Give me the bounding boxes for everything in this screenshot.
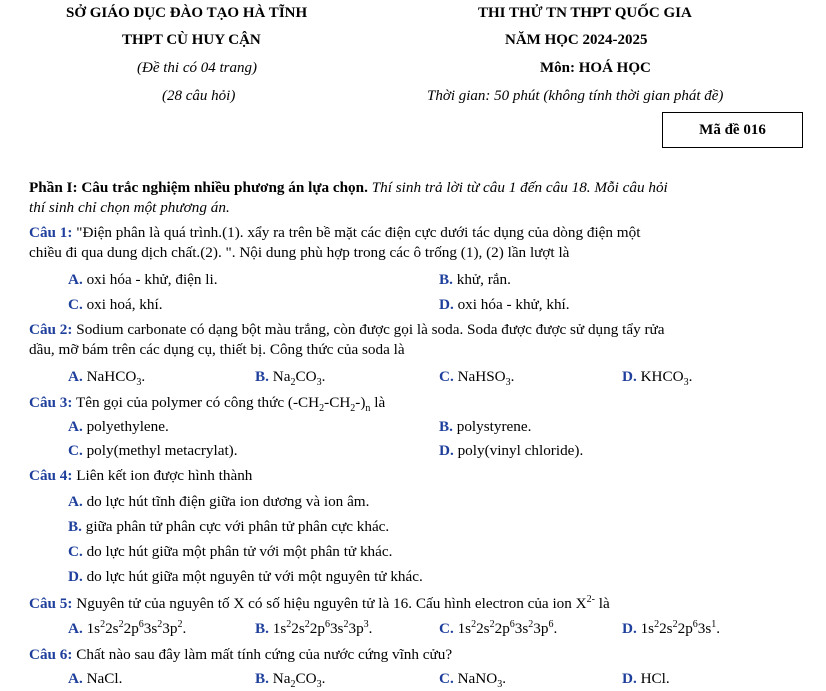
department-name: SỞ GIÁO DỤC ĐÀO TẠO HÀ TĨNH <box>66 5 308 21</box>
part1-desc: Thí sinh trả lời từ câu 1 đến câu 18. Mỗi câu hỏi <box>367 179 668 196</box>
q3-option-a[interactable]: A. polyethylene. <box>68 418 169 435</box>
question-count-note: (28 câu hỏi) <box>162 88 236 104</box>
question-1-text-line2: chiều đi qua dung dịch chất.(2). ". Nội dung phù hợp trong các ô trống (1), (2) lần lượt là <box>29 244 570 261</box>
question-5: Câu 5: Nguyên tử của nguyên tố X có số hiệu nguyên tử là 16. Cấu hình electron của ion $X^{2-}$ là <box>29 593 610 612</box>
school-name: THPT CÙ HUY CẬN <box>122 32 261 48</box>
q2-option-c[interactable]: C. NaHSO$_3$. <box>439 368 515 389</box>
question-2-text-line2: dầu, mỡ bám trên các dụng cụ, thiết bị. Công thức của soda là <box>29 341 405 358</box>
question-2-label: Câu 2: <box>29 321 73 338</box>
q1-option-a[interactable]: A. oxi hóa - khử, điện li. <box>68 271 218 288</box>
exam-title: THI THỬ TN THPT QUỐC GIA <box>478 5 692 21</box>
q5-option-d[interactable]: D. $1s^22s^22p^63s^1$. <box>622 618 721 637</box>
question-2-text: Sodium carbonate có dạng bột màu trắng, còn được gọi là soda. Soda được được sử dụng tẩy rửa <box>72 321 665 338</box>
q4-option-b[interactable]: B. giữa phân tử phân cực với phân tử phân cực khác. <box>68 518 390 535</box>
question-6-label: Câu 6: <box>29 646 73 663</box>
q4-option-d[interactable]: D. do lực hút giữa một nguyên tử với một nguyên tử khác. <box>68 568 423 585</box>
q1-option-d[interactable]: D. oxi hóa - khử, khí. <box>439 296 570 313</box>
q2-option-b[interactable]: B. $Na_2CO_3$. <box>255 368 326 389</box>
exam-code: Mã đề 016 <box>699 121 766 138</box>
school-year: NĂM HỌC 2024-2025 <box>505 32 648 48</box>
question-3: Câu 3: Tên gọi của polymer có công thức $(-CH_2-CH_2-)_n$ là <box>29 394 386 415</box>
q6-option-b[interactable]: B. $Na_2CO_3$. <box>255 670 326 691</box>
subject: Môn: HOÁ HỌC <box>540 60 651 76</box>
q2-option-d[interactable]: D. $KHCO_3$. <box>622 368 693 389</box>
part1-desc-line2: thí sinh chỉ chọn một phương án. <box>29 199 230 216</box>
q1-option-b[interactable]: B. khử, rắn. <box>439 271 511 288</box>
q6-option-a[interactable]: A. NaCl. <box>68 670 123 687</box>
question-6-text: Chất nào sau đây làm mất tính cứng của nước cứng vĩnh cửu? <box>72 646 453 663</box>
question-4 <box>29 466 252 486</box>
q5-option-a[interactable]: A. $1s^22s^22p^63s^23p^2$. <box>68 618 187 637</box>
time-limit: Thời gian: 50 phút (không tính thời gian phát đề) <box>427 88 724 104</box>
q4-option-c[interactable]: C. do lực hút giữa một phân tử với một phân tử khác. <box>68 543 393 560</box>
q3-option-d[interactable]: D. poly(vinyl chloride). <box>439 442 584 459</box>
question-5-label: Câu 5: <box>29 595 73 612</box>
question-6 <box>29 645 452 665</box>
question-3-label: Câu 3: <box>29 394 73 411</box>
q5-option-b[interactable]: B. $1s^22s^22p^63s^23p^3$. <box>255 618 373 637</box>
q2-option-a[interactable]: A. NaHCO$_3$. <box>68 368 146 389</box>
exam-code-box <box>662 112 803 148</box>
question-1-text: "Điện phân là quá trình.(1). xẩy ra trên bề mặt các điện cực dưới tác dụng của dòng điện một <box>72 224 641 241</box>
q6-option-c[interactable]: C. NaNO$_3$. <box>439 670 507 691</box>
q6-option-d[interactable]: D. HCl. <box>622 670 670 687</box>
page-count-note: (Đề thi có 04 trang) <box>137 60 257 76</box>
q5-option-c[interactable]: C. $1s^22s^22p^63s^23p^6$. <box>439 618 558 637</box>
q4-option-a[interactable]: A. do lực hút tĩnh điện giữa ion dương và ion âm. <box>68 493 370 510</box>
question-4-text: Liên kết ion được hình thành <box>72 467 253 484</box>
question-1 <box>29 223 640 243</box>
question-2 <box>29 320 665 340</box>
part1-title: Phần I: Câu trắc nghiệm nhiều phương án lựa chọn. <box>29 179 368 196</box>
part1-instructions <box>29 178 668 198</box>
q3-option-c[interactable]: C. poly(methyl metacrylat). <box>68 442 238 459</box>
q3-option-b[interactable]: B. polystyrene. <box>439 418 532 435</box>
question-1-label: Câu 1: <box>29 224 73 241</box>
q1-option-c[interactable]: C. oxi hoá, khí. <box>68 296 163 313</box>
question-4-label: Câu 4: <box>29 467 73 484</box>
